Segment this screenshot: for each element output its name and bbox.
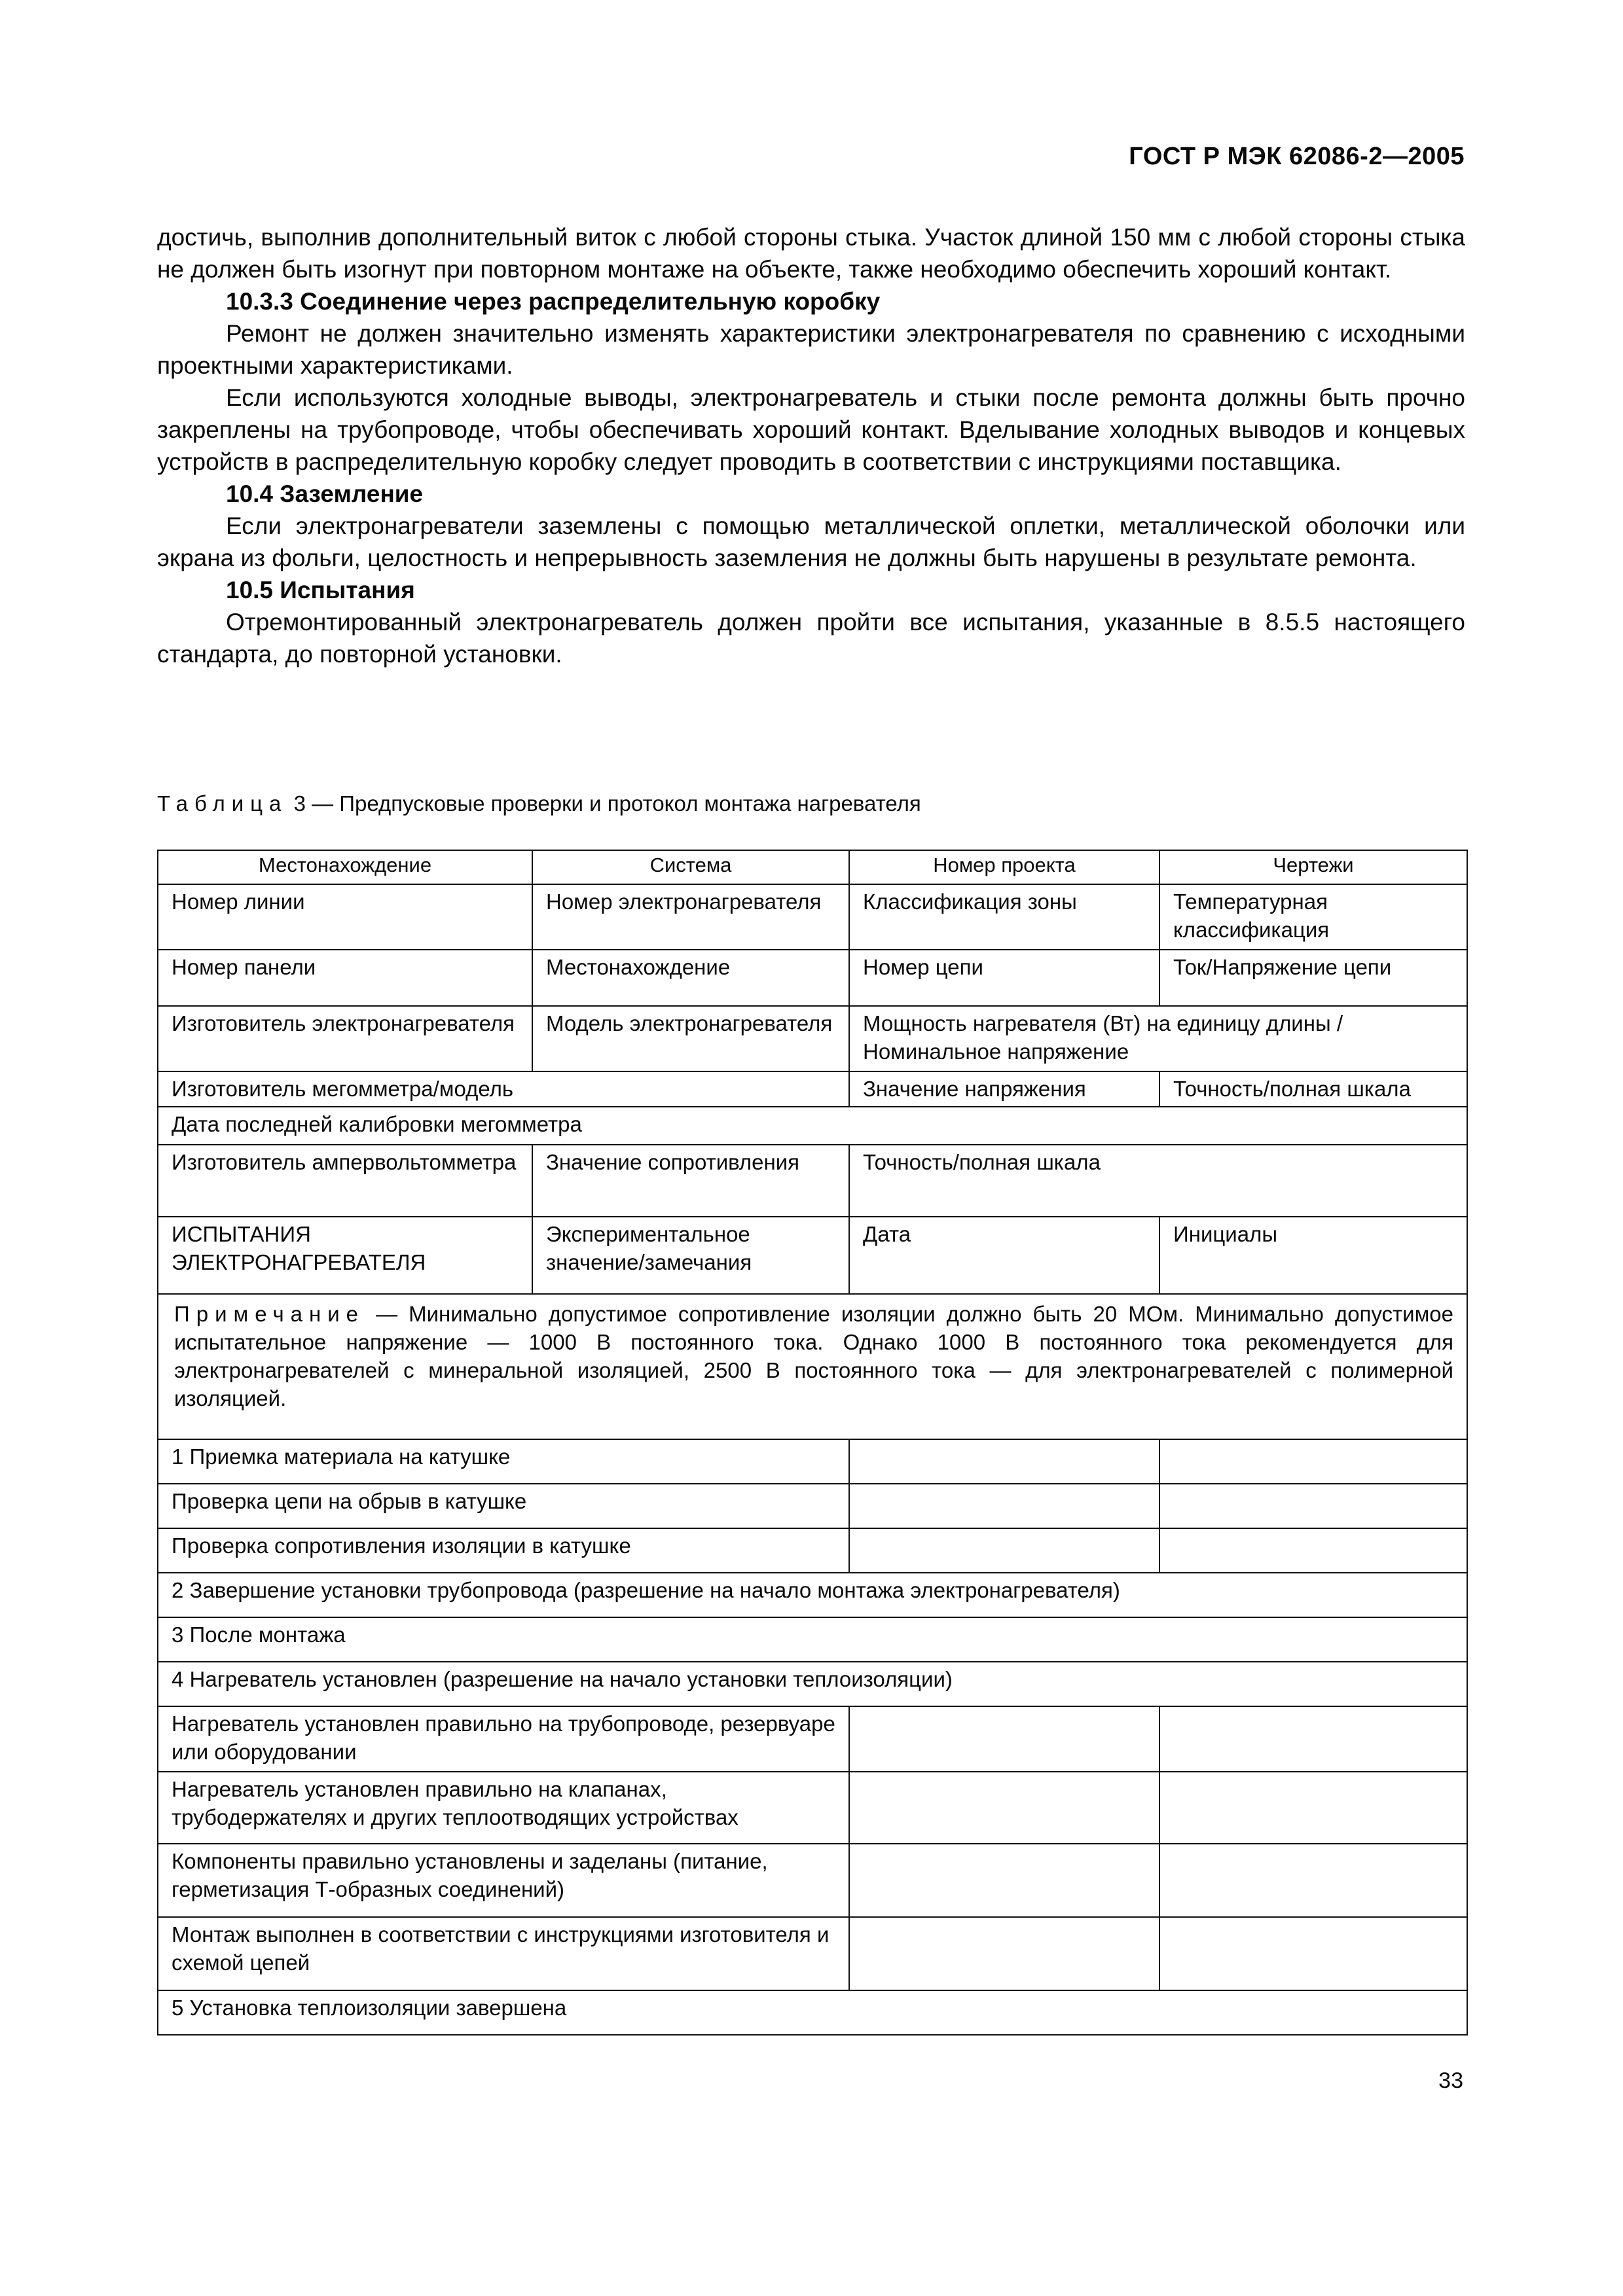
table-row [158,950,1467,1006]
table-row [158,1071,1467,1107]
check-row [158,1772,1467,1844]
body-text [157,221,1465,670]
preinstallation-checks-table [157,850,1468,2036]
empty-cell [1159,1439,1467,1484]
table-cell: Мощность нагревателя (Вт) на единицу длины / Номинальное напряжение [849,1006,1467,1071]
table-cell: Температурная классификация [1159,884,1467,950]
table-cell: Точность/полная шкала [1159,1071,1467,1107]
empty-cell [849,1439,1159,1484]
empty-cell [849,1706,1159,1772]
empty-cell [849,1528,1159,1573]
table-cell: Изготовитель ампервольтомметра [158,1145,532,1217]
check-row [158,1662,1467,1706]
header-cell: Номер проекта [849,850,1159,884]
section-heading-10-3-3: 10.3.3 Соединение через распределительную коробку [226,288,881,315]
table-row [158,884,1467,950]
check-item: 5 Установка теплоизоляции завершена [158,1990,1467,2035]
table-cell: Классификация зоны [849,884,1159,950]
check-item: 3 После монтажа [158,1617,1467,1662]
table-row [158,1006,1467,1071]
empty-cell [1159,1484,1467,1528]
check-row [158,1528,1467,1573]
check-item: 2 Завершение установки трубопровода (разрешение на начало монтажа электронагревателя) [158,1573,1467,1617]
page-number: 33 [1438,2068,1463,2093]
check-row [158,1439,1467,1484]
table-note [158,1294,1467,1439]
table-cell: Местонахождение [532,950,849,1006]
table-cell: Изготовитель мегомметра/модель [158,1071,849,1107]
check-item: Компоненты правильно установлены и заделаны (питание, герметизация Т-образных соединений) [158,1844,849,1917]
check-row [158,1990,1467,2035]
check-row [158,1617,1467,1662]
check-row [158,1706,1467,1772]
check-item: 1 Приемка материала на катушке [158,1439,849,1484]
empty-cell [1159,1917,1467,1990]
paragraph: Если используются холодные выводы, электронагреватель и стыки после ремонта должны быть прочно закреплены на трубопроводе, чтобы обеспечивать хороший контакт. Вделывание холодных выводов и концевых устройств в распределительную коробку следует проводить в соответствии с инструкциями поставщика. [157,384,1465,475]
table-caption-text: 3 — Предпусковые проверки и протокол монтажа нагревателя [293,791,921,816]
table-cell: Дата последней калибровки мегомметра [158,1107,1467,1145]
empty-cell [1159,1844,1467,1917]
section-heading-10-5: 10.5 Испытания [226,577,415,603]
empty-cell [1159,1706,1467,1772]
table-cell: Номер электронагревателя [532,884,849,950]
table-cell: Инициалы [1159,1217,1467,1294]
check-item: Нагреватель установлен правильно на клапанах, трубодержателях и других теплоотводящих устройствах [158,1772,849,1844]
paragraph: Если электронагреватели заземлены с помощью металлической оплетки, металлической оболочки или экрана из фольги, целостность и непрерывность заземления не должны быть нарушены в результате ремонта. [157,512,1465,571]
note-label: Примечание [174,1302,365,1326]
check-row [158,1917,1467,1990]
section-heading-10-4: 10.4 Заземление [226,480,424,507]
paragraph: Отремонтированный электронагреватель должен пройти все испытания, указанные в 8.5.5 настоящего стандарта, до повторной установки. [157,609,1465,668]
paragraph: Ремонт не должен значительно изменять характеристики электронагревателя по сравнению с исходными проектными характеристиками. [157,320,1465,379]
table-cell: Ток/Напряжение цепи [1159,950,1467,1006]
table-row [158,1107,1467,1145]
table-header-row [158,850,1467,884]
table-caption [157,789,921,818]
header-cell: Местонахождение [158,850,532,884]
check-row [158,1484,1467,1528]
empty-cell [849,1484,1159,1528]
check-row [158,1844,1467,1917]
table-cell: Экспериментальное значение/замечания [532,1217,849,1294]
table-cell: Изготовитель электронагревателя [158,1006,532,1071]
table-cell: Номер линии [158,884,532,950]
paragraph-continuation: достичь, выполнив дополнительный виток с любой стороны стыка. Участок длиной 150 мм с любой стороны стыка не должен быть изогнут при повторном монтаже на объекте, также необходимо обеспечить хороший контакт. [157,224,1465,283]
check-item: 4 Нагреватель установлен (разрешение на начало установки теплоизоляции) [158,1662,1467,1706]
table-caption-label: Таблица [157,791,288,816]
table-row [158,1145,1467,1217]
check-item: Нагреватель установлен правильно на трубопроводе, резервуаре или оборудовании [158,1706,849,1772]
table-cell: Номер панели [158,950,532,1006]
table-cell: Значение напряжения [849,1071,1159,1107]
standard-header: ГОСТ Р МЭК 62086-2—2005 [1129,143,1465,170]
check-item: Монтаж выполнен в соответствии с инструкциями изготовителя и схемой цепей [158,1917,849,1990]
header-cell: Система [532,850,849,884]
table-cell: Номер цепи [849,950,1159,1006]
table-cell: Точность/полная шкала [849,1145,1467,1217]
empty-cell [849,1917,1159,1990]
table-cell: Дата [849,1217,1159,1294]
empty-cell [1159,1772,1467,1844]
empty-cell [849,1844,1159,1917]
header-cell: Чертежи [1159,850,1467,884]
check-row [158,1573,1467,1617]
note-text: — Минимально допустимое сопротивление изоляции должно быть 20 МОм. Минимально допустимое испытательное напряжение — 1000 В постоянного тока. Однако 1000 В постоянного тока рекомендуется для электронагревателей с минеральной изоляцией, 2500 В постоянного тока — для электронагревателей с полимерной изоляцией. [174,1302,1453,1410]
table-cell: ИСПЫТАНИЯ ЭЛЕКТРОНАГРЕВАТЕЛЯ [158,1217,532,1294]
empty-cell [1159,1528,1467,1573]
empty-cell [849,1772,1159,1844]
check-item: Проверка сопротивления изоляции в катушке [158,1528,849,1573]
table-cell: Значение сопротивления [532,1145,849,1217]
table-cell: Модель электронагревателя [532,1006,849,1071]
check-item: Проверка цепи на обрыв в катушке [158,1484,849,1528]
table-note-row [158,1294,1467,1439]
table-row [158,1217,1467,1294]
